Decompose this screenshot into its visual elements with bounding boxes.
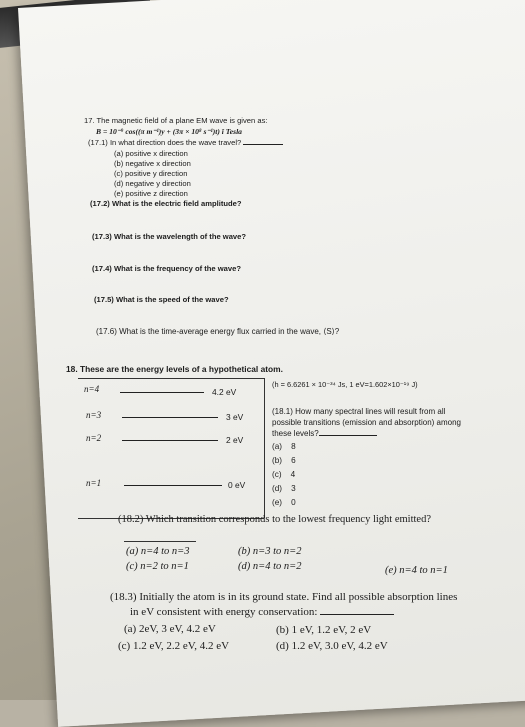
q17-part6: (17.6) What is the time-average energy flux carried in the wave, ⟨S⟩?	[96, 327, 340, 336]
q18-part3-choice-d: (d) 1.2 eV, 3.0 eV, 4.2 eV	[276, 640, 388, 652]
q18-part2-choice-d: (d) n=4 to n=2	[238, 561, 302, 572]
level-n1-label: n=1	[86, 478, 102, 488]
q18-constants: (h = 6.6261 × 10⁻³⁴ Js, 1 eV=1.602×10⁻¹⁹ J)	[272, 380, 418, 389]
q17-title: 17. The magnetic field of a plane EM wave is given as:	[84, 116, 268, 125]
level-n4-label: n=4	[84, 384, 100, 394]
q17-formula: B = 10⁻⁹ cos((π m⁻¹)y + (3π × 10⁸ s⁻¹)t) î Tesla	[96, 127, 242, 136]
level-n3-label: n=3	[86, 410, 102, 420]
q18-part1-choice-b: (b) 6	[272, 456, 296, 465]
q18-part2-choice-a: (a) n=4 to n=3	[126, 546, 190, 557]
level-n2-label: n=2	[86, 433, 102, 443]
level-n1-energy: 0 eV	[228, 480, 246, 490]
level-n4-energy: 4.2 eV	[212, 387, 237, 397]
q18-part3-choice-b: (b) 1 eV, 1.2 eV, 2 eV	[276, 624, 372, 636]
q18-title: 18. These are the energy levels of a hypothetical atom.	[66, 364, 283, 374]
q17-part5: (17.5) What is the speed of the wave?	[94, 295, 229, 304]
level-n3-energy: 3 eV	[226, 412, 244, 422]
q17-part2: (17.2) What is the electric field amplitude?	[90, 199, 242, 208]
q18-part2-choice-e: (e) n=4 to n=1	[385, 565, 448, 576]
q18-part1-line3: these levels?	[272, 429, 377, 438]
q18-part3-choice-a: (a) 2eV, 3 eV, 4.2 eV	[124, 623, 216, 635]
q18-part3-choice-c: (c) 1.2 eV, 2.2 eV, 4.2 eV	[118, 640, 230, 652]
q18-part1-choice-c: (c) 4	[272, 470, 296, 479]
q18-part1-line1: (18.1) How many spectral lines will result from all	[272, 407, 446, 416]
q17-part3: (17.3) What is the wavelength of the wave?	[92, 232, 247, 241]
q17-choice-c: (c) positive y direction	[114, 169, 188, 178]
q18-part2-choice-b: (b) n=3 to n=2	[238, 546, 302, 557]
q18-part1-choice-e: (e) 0	[272, 498, 296, 507]
q18-part3-line2: in eV consistent with energy conservation:	[130, 606, 394, 618]
q18-part1-choice-d: (d) 3	[272, 484, 296, 493]
q18-part1-line2: possible transitions (emission and absorption) among	[272, 418, 461, 427]
q17-choice-a: (a) positive x direction	[114, 149, 188, 158]
q17-choice-e: (e) positive z direction	[114, 189, 188, 198]
q18-part2-blank	[124, 541, 196, 542]
level-n2-line	[122, 440, 218, 441]
level-n3-line	[122, 417, 218, 418]
q18-part2-choice-c: (c) n=2 to n=1	[126, 561, 189, 572]
q17-choice-b: (b) negative x direction	[114, 159, 191, 168]
q17-choice-d: (d) negative y direction	[114, 179, 191, 188]
level-n4-line	[120, 392, 204, 393]
level-n1-line	[124, 485, 222, 486]
q17-part1: (17.1) In what direction does the wave travel?	[88, 138, 283, 147]
q18-part2: (18.2) Which transition corresponds to the lowest frequency light emitted?	[118, 514, 431, 525]
q18-part3-line1: (18.3) Initially the atom is in its ground state. Find all possible absorption lines	[110, 591, 458, 603]
q18-part1-choice-a: (a) 8	[272, 442, 296, 451]
level-n2-energy: 2 eV	[226, 435, 244, 445]
diagram-divider	[264, 378, 265, 518]
q17-part4: (17.4) What is the frequency of the wave?	[92, 264, 241, 273]
